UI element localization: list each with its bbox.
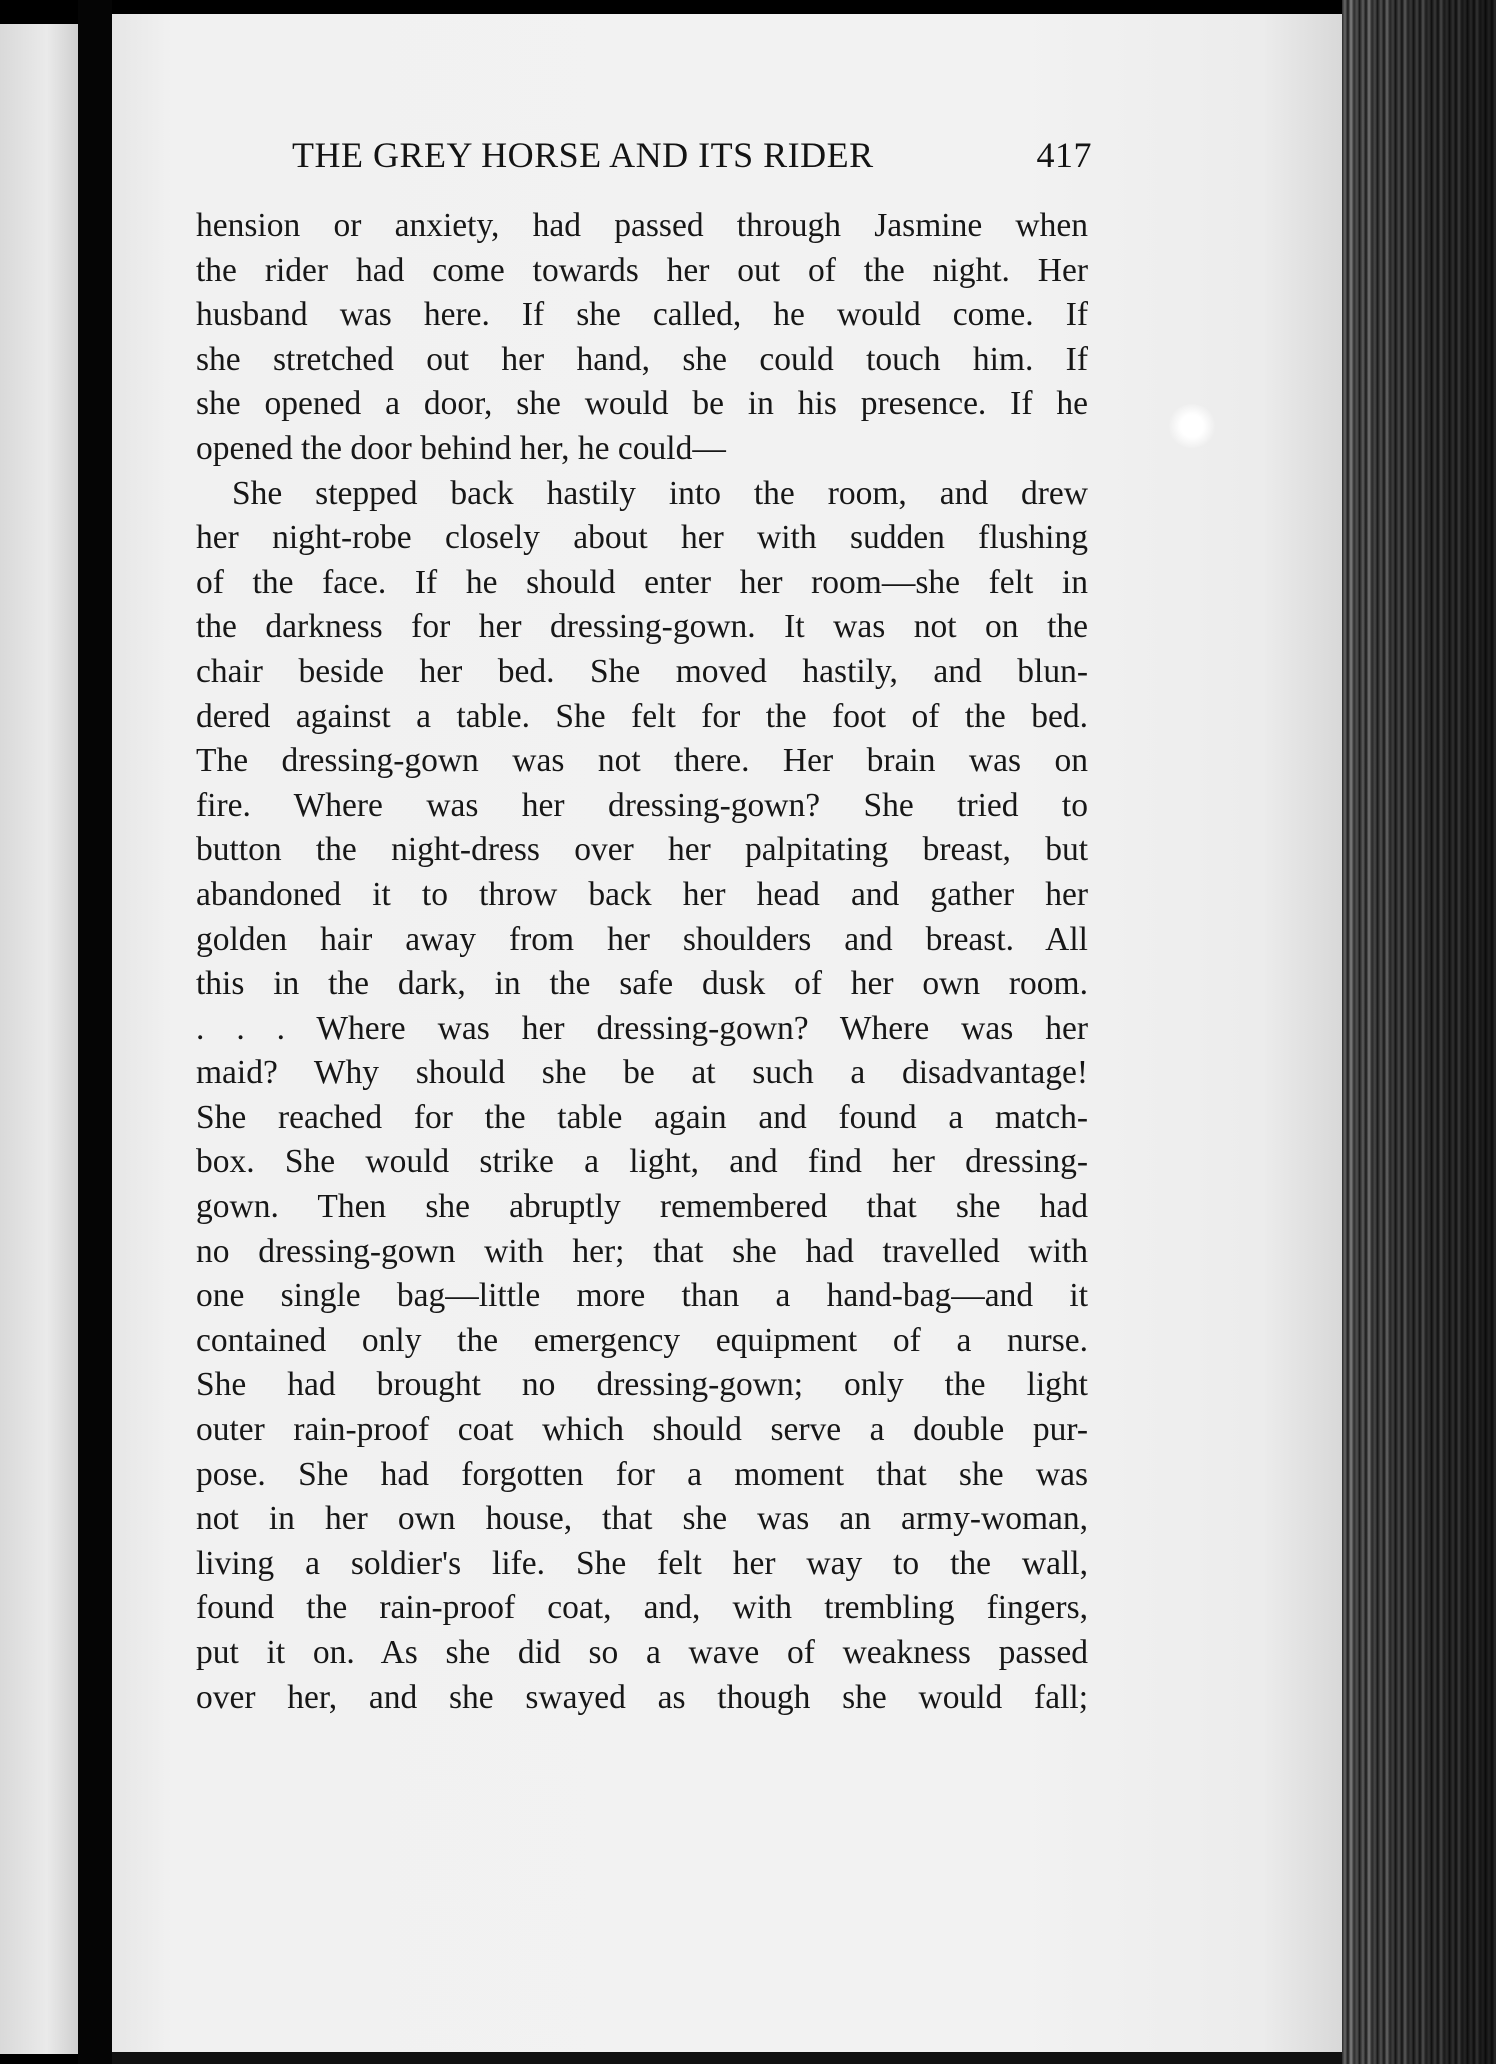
text-line: not in her own house, that she was an army-woman,: [196, 1500, 1088, 1538]
text-line: golden hair away from her shoulders and breast. All: [196, 920, 1088, 958]
previous-page-edge: [0, 24, 78, 2054]
running-header: [292, 134, 1092, 186]
text-line: husband was here. If she called, he would come. If: [196, 296, 1088, 334]
text-line: . . . Where was her dressing-gown? Where was her: [196, 1009, 1088, 1047]
text-line: gown. Then she abruptly remembered that she had: [196, 1188, 1088, 1226]
text-line: put it on. As she did so a wave of weakness passed: [196, 1634, 1088, 1671]
text-line: dered against a table. She felt for the foot of the bed.: [196, 697, 1088, 735]
text-line: She had brought no dressing-gown; only the light: [196, 1366, 1088, 1404]
text-line: pose. She had forgotten for a moment that she was: [196, 1455, 1088, 1493]
text-line: The dressing-gown was not there. Her brain was on: [196, 742, 1088, 780]
text-line: one single bag—little more than a hand-bag—and it: [196, 1277, 1088, 1315]
text-line: she stretched out her hand, she could touch him. If: [196, 340, 1088, 378]
book-gutter: [78, 0, 112, 2064]
text-line: She reached for the table again and found a match-: [196, 1098, 1088, 1136]
text-line: opened the door behind her, he could—: [196, 429, 726, 467]
text-line: fire. Where was her dressing-gown? She tried to: [196, 786, 1088, 824]
text-line: of the face. If he should enter her room—she felt in: [196, 563, 1088, 601]
text-line: She stepped back hastily into the room, and drew: [232, 474, 1088, 512]
text-line: this in the dark, in the safe dusk of her own room.: [196, 965, 1088, 1003]
text-line: she opened a door, she would be in his presence. If he: [196, 385, 1088, 423]
text-line: living a soldier's life. She felt her way to the wall,: [196, 1544, 1088, 1582]
text-line: over her, and she swayed as though she would fall;: [196, 1678, 1088, 1716]
page-stack-shadow: [1342, 0, 1496, 2064]
page-number: 417: [1036, 135, 1092, 175]
scan-bottom-border: [112, 2052, 1342, 2064]
text-line: contained only the emergency equipment of a nurse.: [196, 1321, 1088, 1359]
text-line: button the night-dress over her palpitating breast, but: [196, 831, 1088, 869]
text-line: the darkness for her dressing-gown. It was not on the: [196, 608, 1088, 646]
text-line: found the rain-proof coat, and, with trembling fingers,: [196, 1589, 1088, 1627]
text-line: hension or anxiety, had passed through Jasmine when: [196, 207, 1088, 244]
text-line: the rider had come towards her out of the night. Her: [196, 251, 1088, 289]
body-text: [196, 204, 1088, 1720]
paper-blemish: [1168, 404, 1216, 448]
text-line: no dressing-gown with her; that she had travelled with: [196, 1232, 1088, 1270]
text-line: abandoned it to throw back her head and gather her: [196, 875, 1088, 913]
text-line: chair beside her bed. She moved hastily, and blun-: [196, 652, 1088, 690]
text-line: outer rain-proof coat which should serve a double pur-: [196, 1411, 1088, 1449]
text-line: maid? Why should she be at such a disadvantage!: [196, 1054, 1088, 1092]
text-line: her night-robe closely about her with sudden flushing: [196, 519, 1088, 557]
text-line: box. She would strike a light, and find her dressing-: [196, 1143, 1088, 1181]
running-title: THE GREY HORSE AND ITS RIDER: [292, 135, 874, 175]
